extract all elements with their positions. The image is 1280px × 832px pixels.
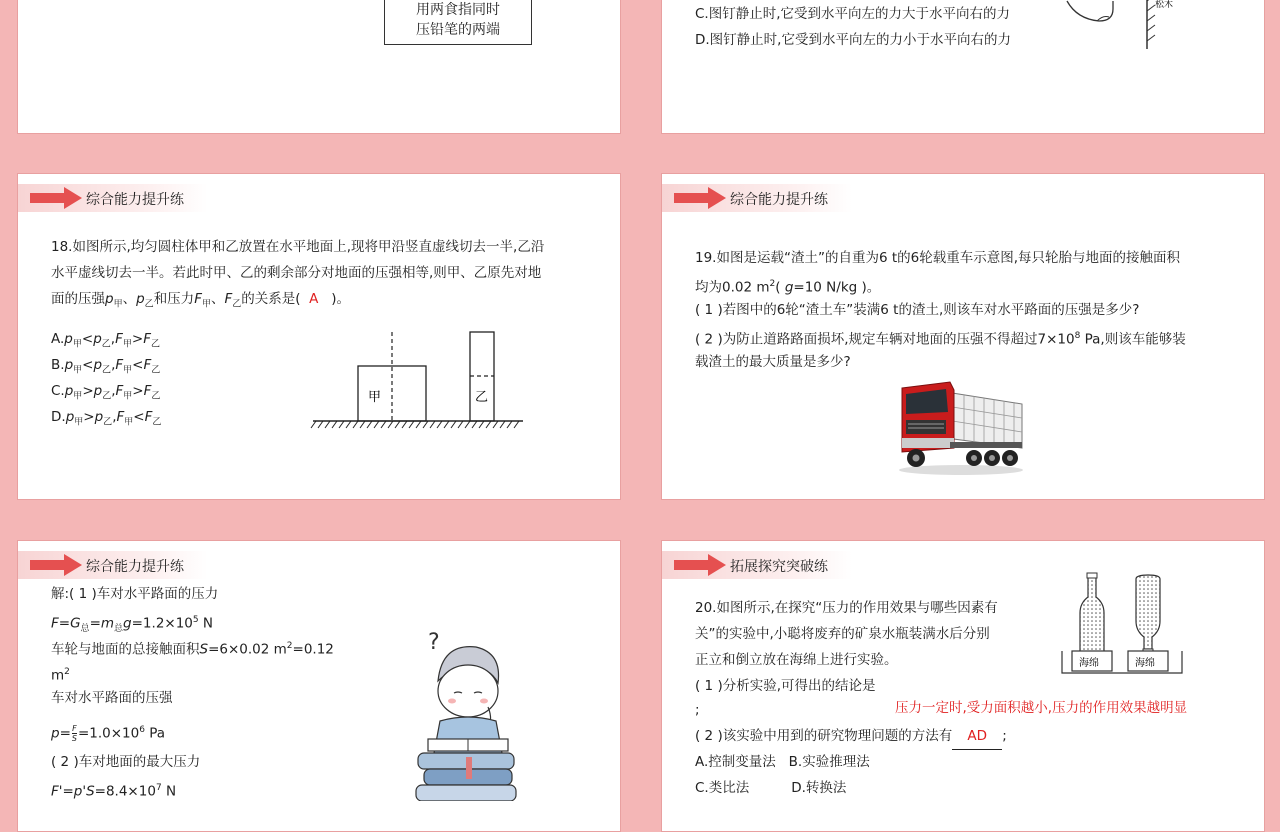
sol-line1: 解:( 1 )车对水平路面的压力	[51, 586, 219, 602]
arrow-icon	[674, 554, 726, 576]
q20-options-ab: A.控制变量法 B.实验推理法	[695, 754, 870, 770]
thinking-student-illustration	[398, 621, 528, 801]
q20-line6: ( 2 )该实验中用到的研究物理问题的方法有 AD ;	[695, 723, 1007, 750]
truck-wheels	[907, 449, 1018, 467]
q18-option-a: $A.p_甲<p_乙,F_甲>F_乙$	[51, 331, 160, 350]
q19-line5: 载渣土的最大质量是多少?	[695, 354, 851, 370]
slide-top-left	[17, 0, 621, 134]
truck-image	[894, 374, 1028, 478]
section-title: 综合能力提升练	[86, 559, 184, 575]
sol-line3: 车轮与地面的总接触面积S=6×0.02 $m^2=0.12$	[51, 641, 334, 658]
fig-label-jia: 甲	[368, 390, 382, 405]
wall-label: 松木	[1155, 0, 1174, 10]
wall-hatch	[1147, 0, 1155, 41]
q20-line2: 关”的实验中,小聪将废弃的矿泉水瓶装满水后分别	[695, 626, 990, 642]
q19-line3: ( 1 )若图中的6轮“渣土车”装满6 t的渣土,则该车对水平路面的压强是多少?	[695, 302, 1140, 318]
q18-answer: A	[309, 291, 319, 307]
sol-line4: $m^2$	[51, 667, 70, 684]
hatch-mark	[514, 421, 519, 428]
svg-text:海绵: 海绵	[1135, 658, 1155, 669]
arrow-icon	[30, 187, 82, 209]
hatch-mark	[507, 421, 512, 428]
cylinder-figure	[308, 324, 528, 434]
q20-line3: 正立和倒立放在海绵上进行实验。	[695, 652, 898, 668]
sol-line8: $F'=p'S=8.4\times 10^7$ N	[51, 783, 177, 800]
hatch-mark	[318, 421, 323, 428]
hatch-mark	[339, 421, 344, 428]
q19-line1: 19.如图是运载“渣土”的自重为6 t的6轮载重车示意图,每只轮胎与地面的接触面积	[695, 250, 1181, 266]
hatch-mark	[346, 421, 351, 428]
hatch-mark	[395, 421, 400, 428]
section-title: 拓展探究突破练	[730, 559, 828, 575]
slide-solution	[17, 540, 621, 832]
fraction: $\frac{F}{S}$	[71, 724, 77, 743]
section-title: 综合能力提升练	[86, 192, 184, 208]
q20-answer2: AD	[952, 723, 1002, 750]
q19-line4: ( 2 )为防止道路路面损坏,规定车辆对地面的压强不得超过$7\times 10^8$ Pa,则该车能够装	[695, 331, 1186, 348]
hatch-mark	[500, 421, 505, 428]
hatch-mark	[423, 421, 428, 428]
section-title: 综合能力提升练	[730, 192, 828, 208]
sol-line2: $F=G_总=m_总g=1.2\times 10^5$ N	[51, 615, 214, 635]
q20-line4: ( 1 )分析实验,可得出的结论是	[695, 678, 876, 694]
option-c: C.图钉静止时,它受到水平向左的力大于水平向右的力	[695, 6, 1011, 22]
q19-line2: 均为0.02 $m^2$( g=10 N/kg )。	[695, 279, 881, 296]
hatch-mark	[374, 421, 379, 428]
q18-line3: 面的压强$p_甲$、$p_乙$和压力$F_甲$、$F_乙$的关系是( A )。	[51, 291, 351, 310]
hatch-mark	[381, 421, 386, 428]
hatch-mark	[325, 421, 330, 428]
hatch-mark	[402, 421, 407, 428]
hatch-mark	[444, 421, 449, 428]
slide-top-right	[661, 0, 1265, 134]
slide-q19	[661, 173, 1265, 500]
hatch-mark	[493, 421, 498, 428]
option-d: D.图钉静止时,它受到水平向左的力小于水平向右的力	[695, 32, 1011, 48]
ground-hatch	[311, 421, 519, 428]
hatch-mark	[486, 421, 491, 428]
arrow-icon	[30, 554, 82, 576]
hatch-mark	[332, 421, 337, 428]
q18-line2: 水平虚线切去一半。若此时甲、乙的剩余部分对地面的压强相等,则甲、乙原先对地	[51, 265, 542, 281]
arrow-icon	[674, 187, 726, 209]
hatch-mark	[465, 421, 470, 428]
hatch-mark	[451, 421, 456, 428]
hatch-mark	[311, 421, 316, 428]
q20-line1: 20.如图所示,在探究“压力的作用效果与哪些因素有	[695, 600, 998, 616]
q18-option-d: $D.p_甲>p_乙,F_甲<F_乙$	[51, 409, 162, 428]
figure-label-box: 用两食指同时 压铅笔的两端	[384, 0, 532, 45]
q18-line1: 18.如图所示,均匀圆柱体甲和乙放置在水平地面上,现将甲沿竖直虚线切去一半,乙沿	[51, 239, 545, 255]
hatch-mark	[479, 421, 484, 428]
book-stack-3	[416, 785, 516, 801]
hatch-mark	[430, 421, 435, 428]
hatch-mark	[416, 421, 421, 428]
q18-option-b: $B.p_甲<p_乙,F_甲<F_乙$	[51, 357, 161, 376]
question-mark-icon: ?	[428, 630, 440, 655]
slide-q20	[661, 540, 1265, 832]
hatch-mark	[360, 421, 365, 428]
sol-line7: ( 2 )车对地面的最大压力	[51, 754, 201, 770]
sol-line6: p= $\frac{F}{S}$ $=1.0\times 10^6$ Pa	[51, 724, 166, 743]
bottle-sponge-figure	[1058, 571, 1198, 681]
thumb-pin-figure	[1057, 0, 1177, 51]
hatch-mark	[353, 421, 358, 428]
hatch-mark	[458, 421, 463, 428]
q18-option-c: $C.p_甲>p_乙,F_甲>F_乙$	[51, 383, 161, 402]
inverted-bottle	[1136, 575, 1160, 649]
hatch-mark	[437, 421, 442, 428]
q20-line5: ;	[695, 702, 700, 718]
upright-bottle	[1080, 577, 1104, 653]
q20-options-cd: C.类比法 D.转换法	[695, 780, 847, 796]
svg-text:海绵: 海绵	[1079, 658, 1099, 669]
q20-answer1: 压力一定时,受力面积越小,压力的作用效果越明显	[895, 700, 1188, 716]
slide-q18	[17, 173, 621, 500]
hatch-mark	[388, 421, 393, 428]
hatch-mark	[367, 421, 372, 428]
hatch-mark	[472, 421, 477, 428]
hatch-mark	[409, 421, 414, 428]
fig-label-yi: 乙	[475, 390, 489, 405]
sol-line5: 车对水平路面的压强	[51, 690, 173, 706]
hand-outline	[1067, 1, 1113, 21]
